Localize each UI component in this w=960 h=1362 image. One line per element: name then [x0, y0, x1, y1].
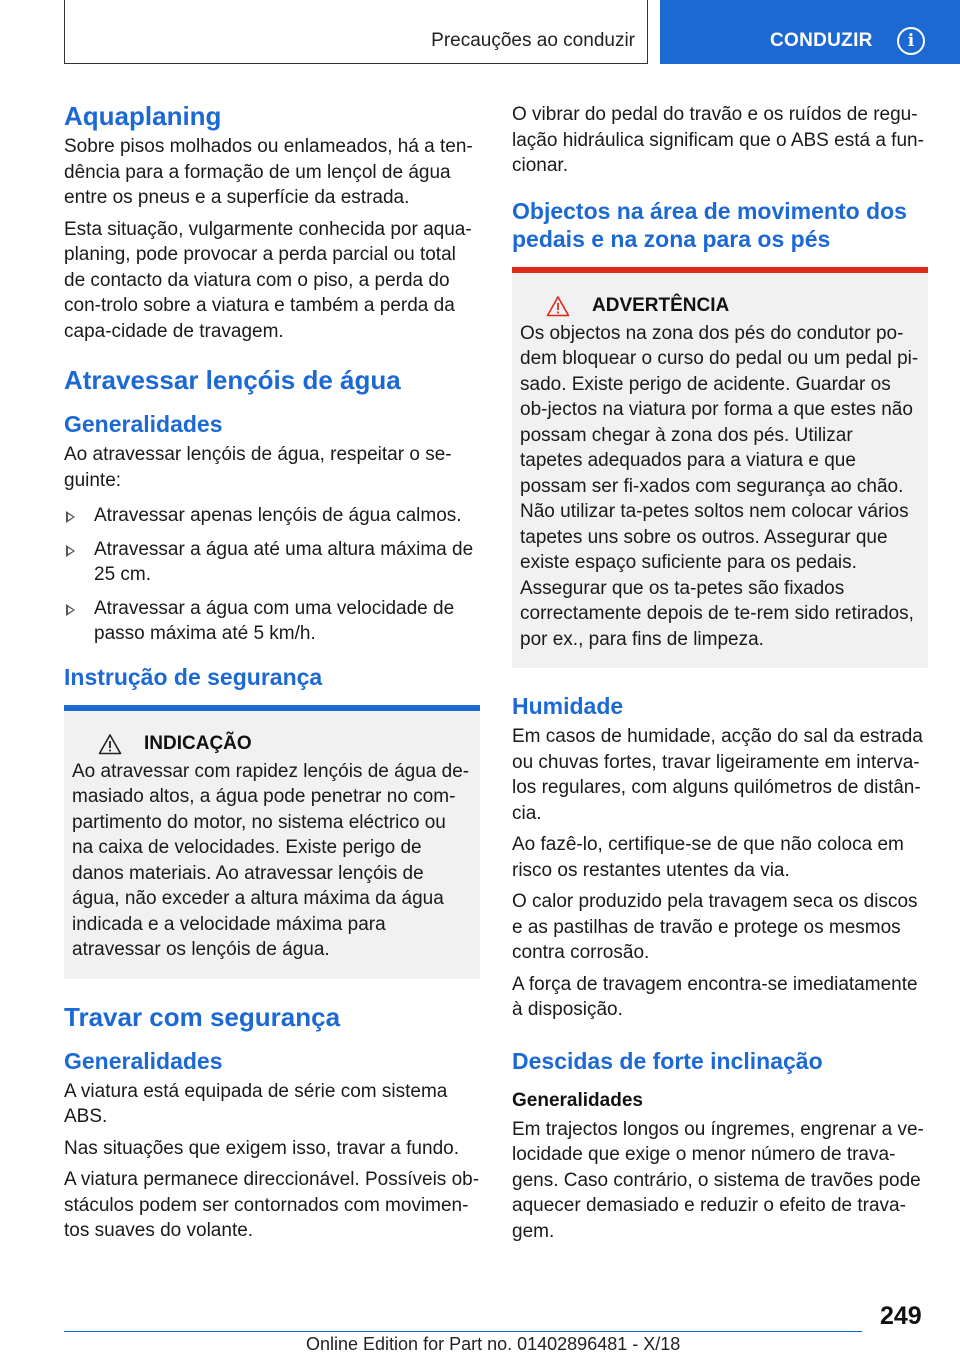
note-label: INDICAÇÃO	[144, 732, 252, 754]
chapter-title: Precauções ao conduzir	[431, 30, 635, 51]
crossing-general-subheading: Generalidades	[64, 411, 223, 437]
humidity-paragraph-1: Em casos de humidade, acção do sal da estrada ou chuvas fortes, travar ligeiramente em interva-los regulares, com alguns quilómetros de distân-cia.	[512, 726, 923, 824]
aquaplaning-heading: Aquaplaning	[64, 101, 222, 131]
list-item: Atravessar a água com uma velocidade de passo máxima até 5 km/h.	[64, 596, 480, 647]
humidity-heading: Humidade	[512, 693, 624, 719]
warning-triangle-icon	[98, 733, 122, 755]
crossing-intro: Ao atravessar lençóis de água, respeitar o se-guinte:	[64, 444, 452, 491]
footer-divider	[64, 1331, 862, 1332]
humidity-paragraph-2: Ao fazê-lo, certifique-se de que não coloca em risco os restantes utentes da via.	[512, 834, 904, 881]
triangle-bullet-icon	[66, 604, 75, 616]
header-chapter-box	[64, 0, 648, 64]
braking-general-subheading: Generalidades	[64, 1047, 223, 1074]
braking-paragraph-2: Nas situações que exigem isso, travar a fundo.	[64, 1137, 459, 1159]
note-text: Ao atravessar com rapidez lençóis de água de-masiado altos, a água pode penetrar no com-partimento do motor, no sistema eléctrico ou na caixa de velocidades. Existe perigo de danos materiais. Ao atravessar lençóis de água, não exceder a altura máxima da água indicada e a velocidade máxima para atravessar os lençóis de água.	[72, 760, 470, 960]
header-section-tab[interactable]	[660, 0, 960, 64]
footer-edition: Online Edition for Part no. 01402896481 - X/18	[306, 1334, 681, 1354]
triangle-bullet-icon	[66, 511, 75, 523]
safety-subheading: Instrução de segurança	[64, 663, 323, 690]
crossing-water-heading: Atravessar lençóis de água	[64, 365, 401, 395]
note-box	[64, 705, 480, 979]
aquaplaning-paragraph-1: Sobre pisos molhados ou enlameados, há a ten-dência para a formação de um lençol de água entre os pneus e a superfície da estrada.	[64, 136, 473, 208]
warning-label: ADVERTÊNCIA	[592, 294, 730, 316]
right-column	[512, 102, 928, 1250]
braking-paragraph-3: A viatura permanece direccionável. Possíveis ob-stáculos podem ser contornados com movimen-tos suaves do volante.	[64, 1169, 480, 1241]
warning-triangle-icon	[546, 295, 570, 317]
page-number: 249	[880, 1302, 922, 1330]
info-icon[interactable]: i	[897, 27, 925, 55]
descents-general-subheading: Generalidades	[512, 1089, 643, 1111]
list-item: Atravessar a água até uma altura máxima de 25 cm.	[64, 537, 480, 588]
humidity-paragraph-3: O calor produzido pela travagem seca os discos e as pastilhas de travão e protege os mesmos contra corrosão.	[512, 891, 918, 963]
left-column	[64, 100, 480, 1250]
aquaplaning-paragraph-2: Esta situação, vulgarmente conhecida por aqua-planing, pode provocar a perda parcial ou total de contacto da viatura com o piso, a perda do con-trolo sobre a viatura e também a perda da capa-cidade de travagem.	[64, 218, 472, 342]
triangle-bullet-icon	[66, 545, 75, 557]
warning-text: Os objectos na zona dos pés do condutor po-dem bloquear o curso do pedal ou um pedal pi-sado. Existe perigo de acidente. Guardar os ob-jectos na viatura por forma a que estes não possam chegar à zona dos pés. Utilizar tapetes adequados para a viatura e que possam ser fi-xados com segurança ao chão. Não utilizar ta-petes soltos nem colocar vários tapetes uns sobre os outros. Assegurar que existe espaço suficiente para os pedais. Assegurar que os ta-petes são fixados correctamente depois de te-rem sido retirados, por ex., para fins de limpeza.	[520, 322, 919, 650]
warning-box	[512, 267, 928, 669]
list-item: Atravessar apenas lençóis de água calmos.	[64, 503, 480, 529]
humidity-paragraph-4: A força de travagem encontra-se imediatamente à disposição.	[512, 973, 918, 1020]
descents-heading: Descidas de forte inclinação	[512, 1047, 823, 1074]
crossing-list	[64, 503, 480, 647]
braking-paragraph-1: A viatura está equipada de série com sistema ABS.	[64, 1080, 448, 1127]
descents-paragraph: Em trajectos longos ou íngremes, engrenar a ve-locidade que exige o menor número de trava-gens. Caso contrário, o sistema de travões pode aquecer demasiado e reduzir o efeito de trava-gem.	[512, 1118, 924, 1242]
braking-heading: Travar com segurança	[64, 1001, 341, 1032]
objects-heading: Objectos na área de movimento dos pedais e na zona para os pés	[512, 197, 907, 252]
section-tab-label: CONDUZIR	[770, 30, 873, 51]
abs-paragraph: O vibrar do pedal do travão e os ruídos de regu-lação hidráulica significam que o ABS está a fun-cionar.	[512, 104, 924, 176]
